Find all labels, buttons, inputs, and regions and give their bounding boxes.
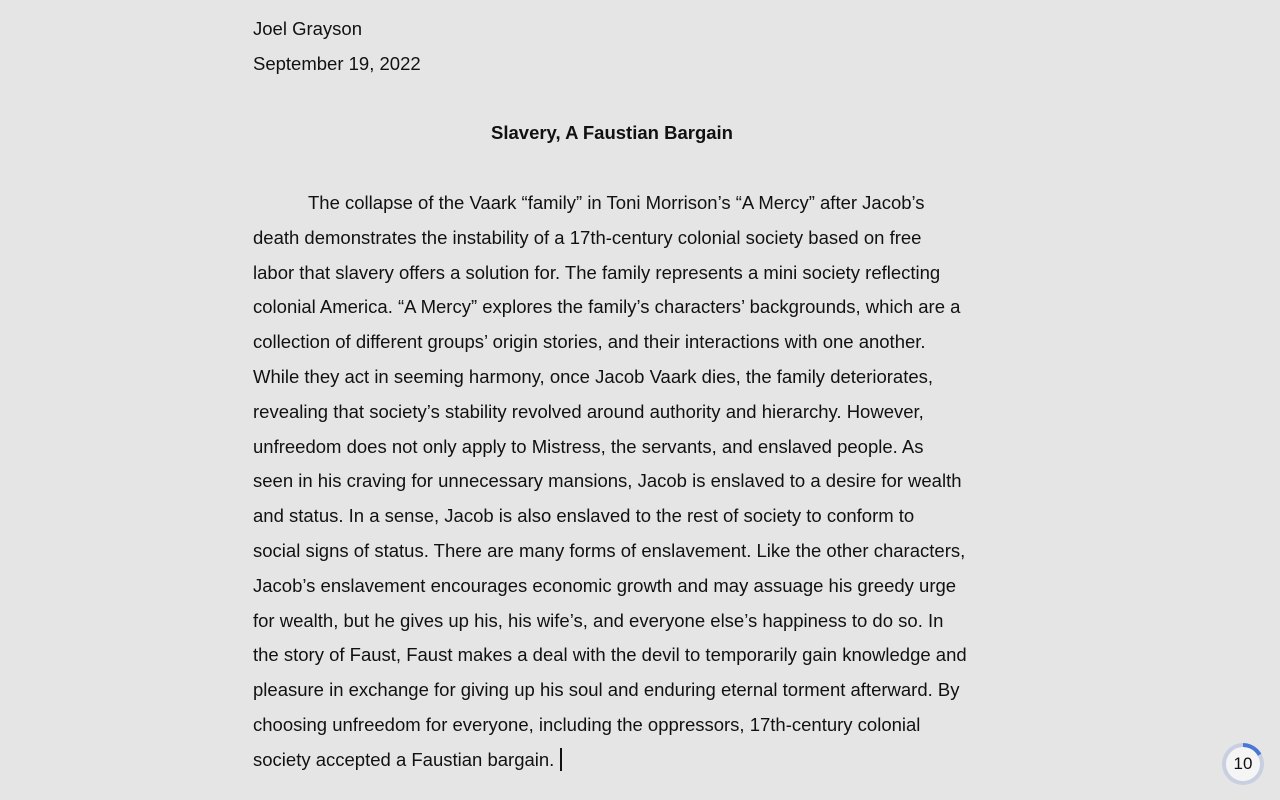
essay-body[interactable] — [253, 186, 973, 778]
author-name: Joel Grayson — [253, 18, 362, 39]
body-line: for wealth, but he gives up his, his wife’s, and everyone else’s happiness to do so. In — [253, 609, 944, 631]
essay-title: Slavery, A Faustian Bargain — [491, 122, 733, 144]
word-count-value: 10 — [1226, 747, 1260, 781]
body-line: pleasure in exchange for giving up his soul and enduring eternal torment afterward. By — [253, 679, 960, 701]
body-line: the story of Faust, Faust makes a deal with the devil to temporarily gain knowledge and — [253, 644, 967, 666]
body-line: unfreedom does not only apply to Mistress, the servants, and enslaved people. As — [253, 435, 924, 457]
blank-line — [253, 82, 973, 117]
body-line: revealing that society’s stability revolved around authority and hierarchy. However, — [253, 400, 924, 422]
body-line: choosing unfreedom for everyone, including the oppressors, 17th-century colonial — [253, 713, 921, 735]
body-line: While they act in seeming harmony, once Jacob Vaark dies, the family deteriorates, — [253, 365, 934, 387]
blank-line — [253, 151, 973, 186]
body-line: colonial America. “A Mercy” explores the family’s characters’ backgrounds, which are a — [253, 296, 961, 318]
text-cursor — [560, 748, 562, 771]
body-line: The collapse of the Vaark “family” in Toni Morrison’s “A Mercy” after Jacob’s — [308, 191, 925, 213]
body-line: death demonstrates the instability of a 17th-century colonial society based on free — [253, 226, 922, 248]
body-line: labor that slavery offers a solution for. The family represents a mini society reflecting — [253, 261, 941, 283]
body-line: social signs of status. There are many forms of enslavement. Like the other characters, — [253, 539, 966, 561]
body-line-last — [253, 743, 973, 778]
body-line: and status. In a sense, Jacob is also enslaved to the rest of society to conform to — [253, 505, 915, 527]
document-date: September 19, 2022 — [253, 52, 421, 74]
body-line: seen in his craving for unnecessary mansions, Jacob is enslaved to a desire for wealth — [253, 470, 962, 492]
body-line: Jacob’s enslavement encourages economic growth and may assuage his greedy urge — [253, 574, 957, 596]
word-count-badge[interactable] — [1222, 743, 1264, 785]
body-line-last-text: society accepted a Faustian bargain. — [253, 748, 555, 770]
body-line: collection of different groups’ origin stories, and their interactions with one another. — [253, 331, 926, 353]
document-page[interactable] — [253, 12, 973, 778]
